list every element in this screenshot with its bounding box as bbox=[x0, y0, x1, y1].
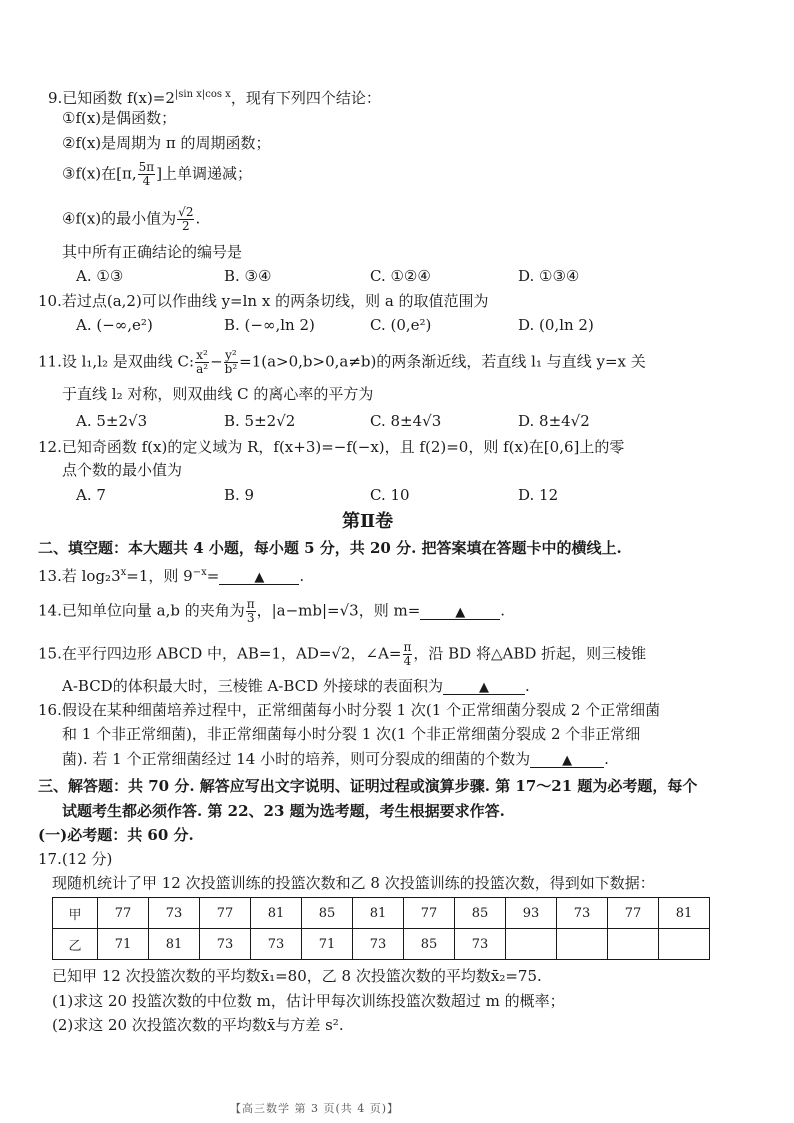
q17-part1: (1)求这 20 投篮次数的中位数 m，估计甲每次训练投篮次数超过 m 的概率； bbox=[52, 992, 565, 1010]
q14-end: . bbox=[500, 601, 506, 620]
q9-s3-den: 4 bbox=[142, 174, 151, 188]
section2-title: 第Ⅱ卷 bbox=[342, 511, 394, 532]
q9-s3-tail: ]上单调递减； bbox=[156, 164, 253, 183]
table-row-label: 乙 bbox=[53, 929, 98, 960]
table-cell: 77 bbox=[98, 898, 149, 929]
q17-p2-text-b: 与方差 s². bbox=[275, 1016, 344, 1034]
q17-part2 bbox=[52, 1014, 344, 1036]
table-cell: 71 bbox=[98, 929, 149, 960]
q9-stem-tail: ，现有下列四个结论： bbox=[230, 89, 381, 107]
q14-num: π bbox=[246, 597, 255, 611]
q10-stem: 10.若过点(a,2)可以作曲线 y=ln x 的两条切线，则 a 的取值范围为 bbox=[38, 292, 489, 310]
q15-answer-blank bbox=[443, 678, 525, 695]
q11-stem bbox=[38, 349, 646, 376]
q13-answer-blank bbox=[219, 568, 299, 585]
q10-option-d: D. (0,ln 2) bbox=[518, 316, 594, 334]
q15-line2 bbox=[62, 675, 530, 697]
q15-end: . bbox=[524, 677, 530, 695]
q13-exp2: −x bbox=[192, 567, 207, 578]
q16-line3-text: 菌). 若 1 个正常细菌经过 14 小时的培养，则可分裂成的细菌的个数为 bbox=[62, 750, 531, 768]
table-cell: 73 bbox=[455, 929, 506, 960]
q11-f1-num: x² bbox=[196, 348, 208, 362]
q9-exponent: |sin x|cos x bbox=[174, 89, 231, 100]
table-row-yi bbox=[53, 929, 710, 960]
table-cell: 73 bbox=[200, 929, 251, 960]
q17-data-table bbox=[52, 897, 710, 960]
q16-line2: 和 1 个非正常细菌)，非正常细菌每小时分裂 1 次(1 个非正常细菌分裂成 2 个非正常细 bbox=[62, 725, 641, 743]
q17-xbar1: x̄₁ bbox=[260, 967, 276, 985]
table-cell: 93 bbox=[506, 898, 557, 929]
q9-s4-num: √2 bbox=[178, 205, 194, 219]
table-row-label: 甲 bbox=[53, 898, 98, 929]
triangle-icon: ▲ bbox=[455, 604, 466, 620]
q17-header: 17.(12 分) bbox=[38, 850, 113, 868]
q9-stem-text: 9.已知函数 f(x)=2 bbox=[48, 89, 175, 107]
q16-answer-blank bbox=[530, 751, 604, 768]
q14 bbox=[38, 598, 505, 625]
q15-num: π bbox=[403, 640, 412, 654]
q14-text-b: ，|a−mb|=√3，则 m= bbox=[256, 601, 421, 620]
q12-option-d: D. 12 bbox=[518, 486, 559, 504]
q9-option-c: C. ①②④ bbox=[370, 267, 431, 285]
table-cell: 85 bbox=[455, 898, 506, 929]
q9-statement-3 bbox=[62, 161, 252, 188]
triangle-icon: ▲ bbox=[478, 680, 489, 695]
q17-intro: 现随机统计了甲 12 次投篮训练的投篮次数和乙 8 次投篮训练的投篮次数，得到如下数据： bbox=[52, 874, 655, 892]
q13-text-a: 13.若 log₂3 bbox=[38, 567, 121, 585]
table-cell: 71 bbox=[302, 929, 353, 960]
q12-option-c: C. 10 bbox=[370, 486, 410, 504]
q9-option-a: A. ①③ bbox=[76, 267, 124, 285]
q9-option-d: D. ①③④ bbox=[518, 267, 580, 285]
q9-s4-den: 2 bbox=[181, 219, 190, 233]
table-cell: 73 bbox=[557, 898, 608, 929]
q11-line2: 于直线 l₂ 对称，则双曲线 C 的离心率的平方为 bbox=[62, 385, 374, 403]
q11-stem-text: 11.设 l₁,l₂ 是双曲线 C: bbox=[38, 352, 195, 371]
q11-stem-tail: =1(a>0,b>0,a≠b)的两条渐近线，若直线 l₁ 与直线 y=x 关 bbox=[239, 352, 646, 371]
q17-mean-text-c: =75. bbox=[505, 967, 542, 985]
q14-fraction bbox=[246, 598, 256, 625]
part3-header-line1: 三、解答题：共 70 分. 解答应写出文字说明、证明过程或演算步骤. 第 17～21 题为必考题，每个 bbox=[38, 777, 698, 795]
q14-den: 3 bbox=[246, 611, 255, 625]
q17-mean-text-b: =80，乙 8 次投篮次数的平均数 bbox=[275, 967, 491, 985]
table-cell bbox=[659, 929, 710, 960]
q9-statement-4 bbox=[62, 206, 200, 233]
q11-f2-den: b² bbox=[224, 362, 238, 376]
part3-header-line2: 试题考生都必须作答. 第 22、23 题为选考题，考生根据要求作答. bbox=[62, 802, 505, 820]
q13 bbox=[38, 562, 304, 587]
page-footer: 【高三数学 第 3 页(共 4 页)】 bbox=[230, 1102, 400, 1115]
table-cell: 73 bbox=[353, 929, 404, 960]
table-cell: 81 bbox=[353, 898, 404, 929]
table-cell bbox=[557, 929, 608, 960]
q10-option-c: C. (0,e²) bbox=[370, 316, 432, 334]
q14-answer-blank bbox=[420, 603, 500, 620]
q17-mean-text-a: 已知甲 12 次投篮次数的平均数 bbox=[52, 967, 261, 985]
q9-stem bbox=[48, 84, 381, 109]
q12-option-a: A. 7 bbox=[76, 486, 106, 504]
part3-required: (一)必考题：共 60 分. bbox=[38, 826, 194, 844]
q9-s4-text: ④f(x)的最小值为 bbox=[62, 209, 177, 228]
q9-s3-num: 5π bbox=[138, 160, 155, 174]
q12-line1: 12.已知奇函数 f(x)的定义域为 R，f(x+3)=−f(−x)，且 f(2)=0，则 f(x)在[0,6]上的零 bbox=[38, 438, 625, 456]
table-cell: 85 bbox=[302, 898, 353, 929]
q13-end: . bbox=[299, 567, 305, 585]
table-cell: 85 bbox=[404, 929, 455, 960]
q14-text-a: 14.已知单位向量 a,b 的夹角为 bbox=[38, 601, 245, 620]
q11-fraction-y bbox=[224, 349, 239, 376]
q13-text-b: =1，则 9 bbox=[126, 567, 193, 585]
q12-option-b: B. 9 bbox=[224, 486, 255, 504]
q11-option-c: C. 8±4√3 bbox=[370, 412, 442, 430]
q17-p2-text-a: (2)求这 20 次投篮次数的平均数 bbox=[52, 1016, 267, 1034]
table-cell: 73 bbox=[251, 929, 302, 960]
table-cell: 77 bbox=[608, 898, 659, 929]
q13-text-c: = bbox=[206, 567, 220, 585]
part2-header: 二、填空题：本大题共 4 小题，每小题 5 分，共 20 分. 把答案填在答题卡中的横线上. bbox=[38, 539, 622, 557]
table-cell: 81 bbox=[251, 898, 302, 929]
q9-s4-tail: . bbox=[195, 209, 201, 228]
q9-statement-2: ②f(x)是周期为 π 的周期函数； bbox=[62, 134, 271, 152]
table-cell bbox=[608, 929, 659, 960]
q11-minus: − bbox=[210, 352, 223, 371]
q12-line2: 点个数的最小值为 bbox=[62, 461, 183, 479]
q9-s3-text: ③f(x)在[π, bbox=[62, 164, 137, 183]
triangle-icon: ▲ bbox=[254, 570, 265, 585]
q9-statement-1: ①f(x)是偶函数； bbox=[62, 109, 177, 127]
q15-line2-text: A-BCD的体积最大时，三棱锥 A-BCD 外接球的表面积为 bbox=[62, 677, 443, 695]
triangle-icon: ▲ bbox=[562, 753, 573, 768]
q11-f1-den: a² bbox=[196, 362, 209, 376]
table-cell: 81 bbox=[659, 898, 710, 929]
q11-option-b: B. 5±2√2 bbox=[224, 412, 296, 430]
q9-option-b: B. ③④ bbox=[224, 267, 272, 285]
q11-option-d: D. 8±4√2 bbox=[518, 412, 590, 430]
q9-ask: 其中所有正确结论的编号是 bbox=[62, 243, 243, 261]
table-row-jia bbox=[53, 898, 710, 929]
q9-s3-fraction bbox=[138, 161, 156, 188]
q15-fraction bbox=[403, 641, 413, 668]
q17-xbar: x̄ bbox=[266, 1016, 276, 1034]
q13-exp: x bbox=[120, 567, 127, 578]
q15-den: 4 bbox=[403, 654, 412, 668]
q15-text-a: 15.在平行四边形 ABCD 中，AB=1，AD=√2，∠A= bbox=[38, 644, 402, 663]
table-cell: 77 bbox=[404, 898, 455, 929]
q10-option-a: A. (−∞,e²) bbox=[76, 316, 153, 334]
table-cell bbox=[506, 929, 557, 960]
q11-option-a: A. 5±2√3 bbox=[76, 412, 148, 430]
q16-line1: 16.假设在某种细菌培养过程中，正常细菌每小时分裂 1 次(1 个正常细菌分裂成 2 个正常细菌 bbox=[38, 701, 661, 719]
table-cell: 81 bbox=[149, 929, 200, 960]
q15-text-b: ，沿 BD 将△ABD 折起，则三棱锥 bbox=[413, 644, 647, 663]
table-cell: 73 bbox=[149, 898, 200, 929]
q11-fraction-x bbox=[195, 349, 209, 376]
q15-line1 bbox=[38, 641, 646, 668]
table-cell: 77 bbox=[200, 898, 251, 929]
q17-means bbox=[52, 965, 542, 987]
q16-line3 bbox=[62, 748, 609, 770]
q17-xbar2: x̄₂ bbox=[490, 967, 506, 985]
q11-f2-num: y² bbox=[225, 348, 237, 362]
q16-end: . bbox=[604, 750, 609, 768]
q10-option-b: B. (−∞,ln 2) bbox=[224, 316, 315, 334]
q9-s4-fraction bbox=[177, 206, 194, 233]
